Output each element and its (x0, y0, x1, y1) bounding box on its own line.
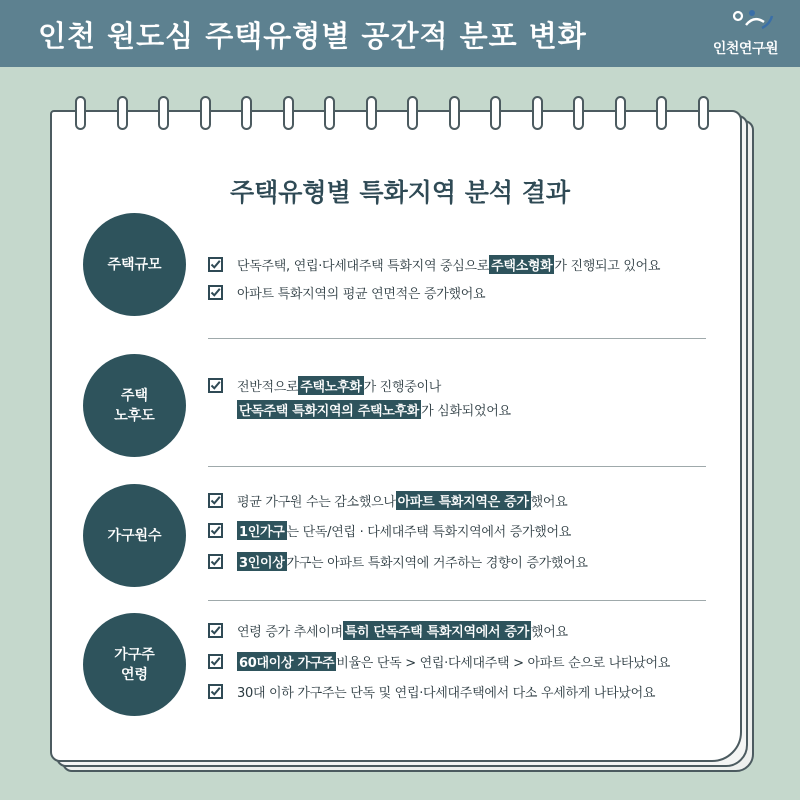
item-text: 가구는 아파트 특화지역에 거주하는 경향이 증가했어요 (286, 555, 588, 571)
result-item (208, 519, 571, 541)
binding-ring (698, 96, 709, 130)
checkbox-checked-icon (208, 654, 223, 669)
binding-ring (407, 96, 418, 130)
item-text: 단독주택, 연립·다세대주택 특화지역 중심으로 (237, 258, 490, 274)
binding-ring (241, 96, 252, 130)
logo-mark-icon (732, 8, 776, 36)
result-item (208, 650, 670, 672)
section-label-badge: 주택 노후도 (83, 354, 186, 457)
result-item (208, 374, 441, 396)
binding-ring (532, 96, 543, 130)
binding-ring (283, 96, 294, 130)
item-highlight: 아파트 특화지역은 증가 (396, 491, 531, 510)
binding-ring (573, 96, 584, 130)
checkbox-checked-icon (208, 493, 223, 508)
main-title: 주택유형별 특화지역 분석 결과 (229, 178, 571, 207)
item-text: 가 진행되고 있어요 (554, 258, 661, 274)
binding-ring (117, 96, 128, 130)
item-text: 가 심화되었어요 (421, 403, 511, 419)
result-item (208, 619, 568, 641)
item-text: 가 진행중이나 (363, 379, 441, 395)
item-highlight: 주택소형화 (489, 255, 554, 274)
binding-ring (200, 96, 211, 130)
checkbox-checked-icon (208, 257, 223, 272)
result-item (208, 281, 485, 303)
institute-logo (668, 8, 778, 60)
item-text: 했어요 (531, 624, 568, 640)
item-text: 했어요 (530, 494, 568, 510)
binding-ring (656, 96, 667, 130)
item-highlight: 특히 단독주택 특화지역에서 증가 (343, 621, 531, 640)
item-highlight: 주택노후화 (298, 376, 363, 395)
item-highlight: 단독주택 특화지역의 주택노후화 (237, 400, 421, 419)
result-item (208, 550, 588, 572)
checkbox-checked-icon (208, 623, 223, 638)
binding-ring (324, 96, 335, 130)
logo-text: 인천연구원 (712, 41, 778, 57)
section-label-badge: 주택규모 (83, 213, 186, 316)
section-divider (208, 466, 706, 467)
checkbox-checked-icon (208, 554, 223, 569)
binding-ring (449, 96, 460, 130)
checkbox-checked-icon (208, 523, 223, 538)
item-highlight: 3인이상 (237, 552, 287, 571)
item-text: 30대 이하 가구주는 단독 및 연립·다세대주택에서 다소 우세하게 나타났어요 (237, 685, 656, 701)
result-item-continuation (237, 398, 511, 420)
item-text: 비율은 단독 > 연립·다세대주택 > 아파트 순으로 나타났어요 (336, 655, 671, 671)
item-highlight: 1인가구 (237, 521, 287, 540)
binding-ring (75, 96, 86, 130)
section-label-badge: 가구원수 (83, 484, 186, 587)
binding-ring (158, 96, 169, 130)
result-item (208, 253, 660, 275)
checkbox-checked-icon (208, 285, 223, 300)
section-divider (208, 600, 706, 601)
checkbox-checked-icon (208, 684, 223, 699)
item-highlight: 60대이상 가구주 (237, 652, 336, 671)
item-text: 는 단독/연립 · 다세대주택 특화지역에서 증가했어요 (286, 524, 572, 540)
binding-ring (615, 96, 626, 130)
header-bar (0, 0, 800, 67)
result-item (208, 680, 655, 702)
checkbox-checked-icon (208, 378, 223, 393)
item-text: 평균 가구원 수는 감소했으나 (237, 494, 396, 510)
binding-ring (490, 96, 501, 130)
item-text: 전반적으로 (237, 379, 299, 395)
header-title: 인천 원도심 주택유형별 공간적 분포 변화 (38, 19, 587, 53)
section-divider (208, 338, 706, 339)
item-text: 연령 증가 추세이며 (237, 624, 343, 640)
binding-ring (366, 96, 377, 130)
section-label-badge: 가구주 연령 (83, 613, 186, 716)
item-text: 아파트 특화지역의 평균 연면적은 증가했어요 (237, 286, 486, 302)
result-item (208, 489, 567, 511)
